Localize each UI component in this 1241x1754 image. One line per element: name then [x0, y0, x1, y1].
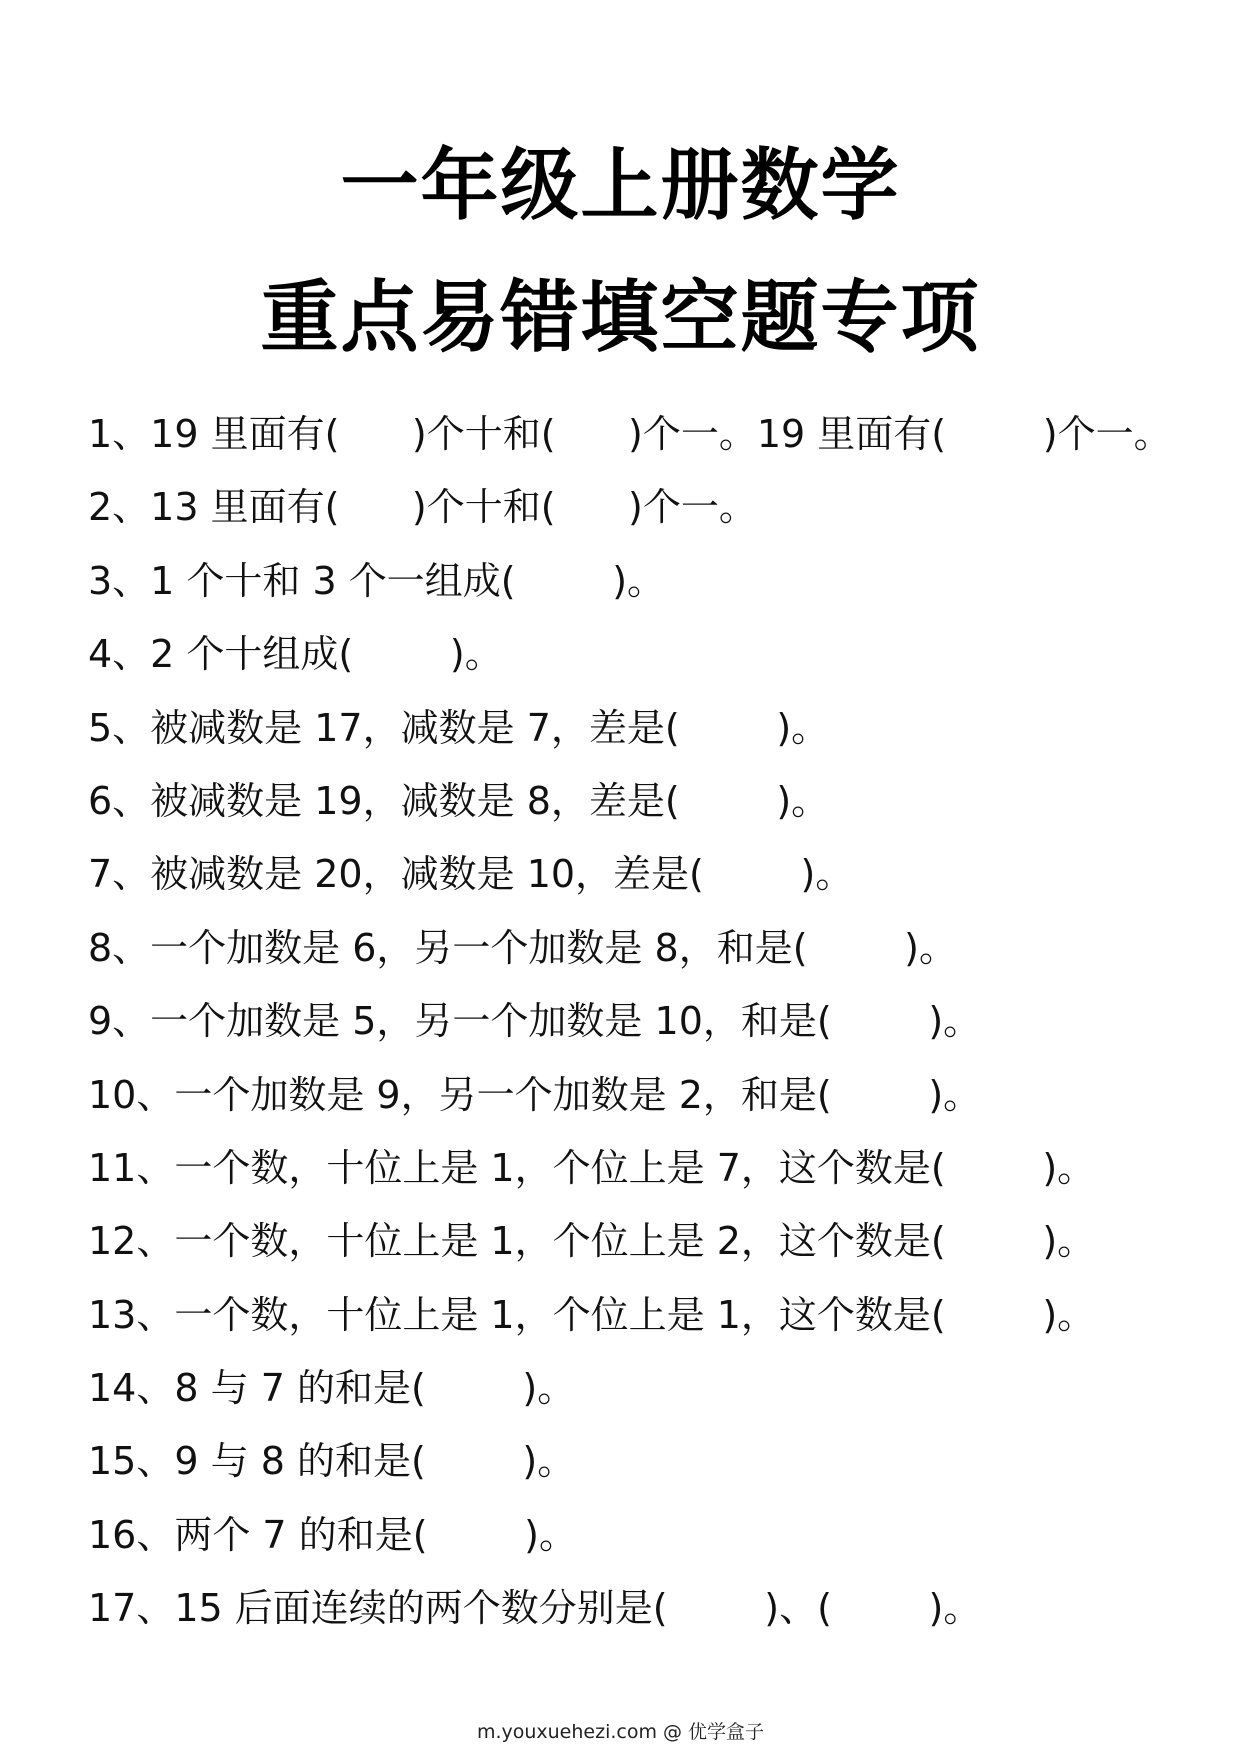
- question-4: 4、2 个十组成( )。: [88, 632, 503, 677]
- footer-watermark: m.youxuehezi.com @ 优学盒子: [476, 1721, 765, 1743]
- question-8: 8、一个加数是 6，另一个加数是 8，和是( )。: [88, 925, 957, 970]
- question-15: 15、9 与 8 的和是( )。: [88, 1439, 576, 1484]
- question-10: 10、一个加数是 9，另一个加数是 2，和是( )。: [88, 1072, 982, 1117]
- question-14: 14、8 与 7 的和是( )。: [88, 1366, 576, 1411]
- question-1: 1、19 里面有( )个十和( )个一。19 里面有( )个一。: [88, 412, 1172, 456]
- question-17: 17、15 后面连续的两个数分别是( )、( )。: [88, 1586, 982, 1631]
- title-line-2: 重点易错填空题专项: [260, 273, 981, 363]
- question-2: 2、13 里面有( )个十和( )个一。: [88, 485, 757, 530]
- question-16: 16、两个 7 的和是( )。: [88, 1512, 577, 1557]
- question-6: 6、被减数是 19，减数是 8，差是( )。: [88, 778, 830, 823]
- title-line-1: 一年级上册数学: [340, 141, 901, 231]
- question-11: 11、一个数，十位上是 1，个位上是 7，这个数是( )。: [88, 1145, 1096, 1190]
- question-list: [88, 398, 1208, 1646]
- question-9: 9、一个加数是 5，另一个加数是 10，和是( )。: [88, 999, 982, 1044]
- question-5: 5、被减数是 17，减数是 7，差是( )。: [88, 705, 830, 750]
- question-13: 13、一个数，十位上是 1，个位上是 1，这个数是( )。: [88, 1292, 1096, 1337]
- question-12: 12、一个数，十位上是 1，个位上是 2，这个数是( )。: [88, 1219, 1096, 1264]
- question-7: 7、被减数是 20，减数是 10，差是( )。: [88, 852, 854, 897]
- question-3: 3、1 个十和 3 个一组成( )。: [88, 558, 666, 603]
